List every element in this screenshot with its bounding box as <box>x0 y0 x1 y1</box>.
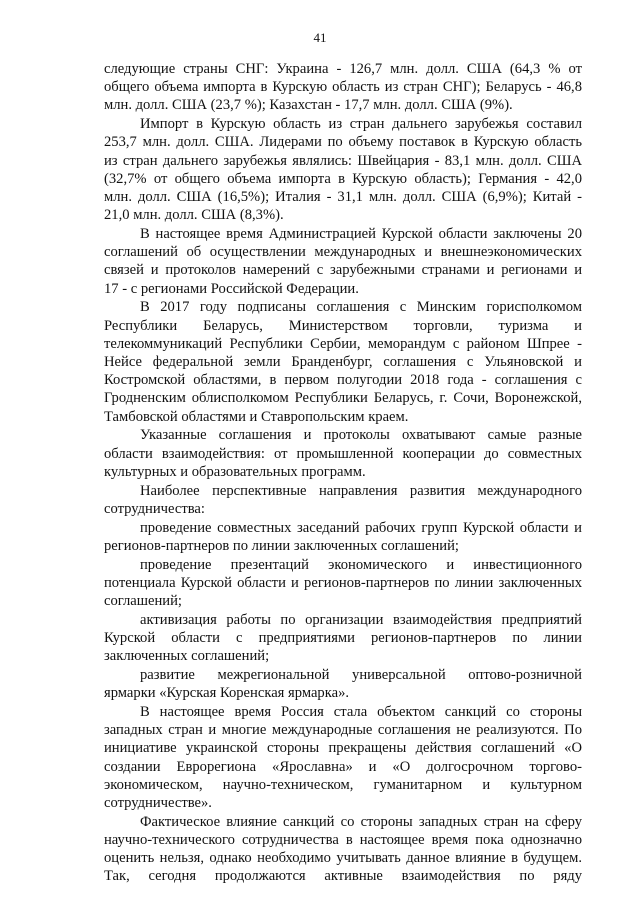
text-line: В 2017 году подписаны соглашения с Минским горисполкомом <box>140 299 582 316</box>
text-line: 17 - с регионами Российской Федерации. <box>104 280 359 297</box>
text-line: 253,7 млн. долл. США. Лидерами по объему поставок в Курскую область <box>104 134 582 151</box>
text-line: активизация работы по организации взаимодействия предприятий <box>140 611 582 628</box>
text-line: культурных и образовательных программ. <box>104 463 366 480</box>
text-line: из стран дальнего зарубежья являлись: Швейцария - 83,1 млн. долл. США <box>104 152 582 169</box>
text-line: западных стран и многие международные соглашения не реализуются. По <box>104 722 582 739</box>
text-line: Так, сегодня продолжаются активные взаимодействия по ряду <box>104 868 582 885</box>
text-line: сотрудничества: <box>104 500 205 517</box>
text-line: проведение презентаций экономического и инвестиционного <box>140 556 582 573</box>
paragraph-cooperation-areas <box>104 426 582 481</box>
paragraph-priority-directions <box>104 482 582 518</box>
text-line: (32,7% от общего объема импорта в Курскую область); Германия - 42,0 <box>104 170 582 187</box>
paragraph-import-cis <box>104 60 582 115</box>
text-line: В настоящее время Администрацией Курской области заключены 20 <box>140 226 582 243</box>
text-line: создании Еврорегиона «Ярославна» и «О долгосрочном торгово- <box>104 758 582 775</box>
text-line: общего объема импорта в Курскую область из стран СНГ); Беларусь - 46,8 <box>104 79 582 96</box>
text-line: Нейсе федеральной земли Бранденбург, соглашения с Ульяновской и <box>104 354 582 371</box>
text-line: соглашений; <box>104 593 182 610</box>
text-line: экономическом, научно-техническом, гуманитарном и культурном <box>104 776 582 793</box>
paragraph-import-far-abroad <box>104 115 582 224</box>
paragraph-sanctions <box>104 703 582 812</box>
page-number: 41 <box>313 30 327 45</box>
text-line: соглашений об осуществлении международных и внешнеэкономических <box>104 244 582 261</box>
text-line: Импорт в Курскую область из стран дальнего зарубежья составил <box>140 116 582 133</box>
text-line: оценить нельзя, однако необходимо учитывать данное влияние в будущем. <box>104 850 582 867</box>
text-line: ярмарки «Курская Коренская ярмарка». <box>104 685 350 702</box>
list-item-presentations <box>104 556 582 611</box>
text-line: В настоящее время Россия стала объектом санкций со стороны <box>140 704 582 721</box>
text-line: Гродненским облисполкомом Республики Беларусь, г. Сочи, Воронежской, <box>104 390 582 407</box>
text-line: Костромской областями, в первом полугодии 2018 года - соглашения с <box>104 372 582 389</box>
text-line: связей и протоколов намерений с зарубежными странами и регионами и <box>104 262 582 279</box>
text-line: сотрудничестве». <box>104 795 212 812</box>
text-line: телекоммуникаций Республики Сербии, меморандум с районом Шпрее - <box>104 335 582 352</box>
text-line: 21,0 млн. долл. США (8,3%). <box>104 207 284 224</box>
text-line: млн. долл. США (16,5%); Италия - 31,1 млн. долл. США (6,9%); Китай - <box>104 189 582 206</box>
text-line: Наиболее перспективные направления развития международного <box>140 482 582 499</box>
text-line: следующие страны СНГ: Украина - 126,7 млн. долл. США (64,3 % от <box>104 61 582 77</box>
text-line: Фактическое влияние санкций со стороны западных стран на сферу <box>140 813 582 830</box>
text-line: млн. долл. США (23,7 %); Казахстан - 17,7 млн. долл. США (9%). <box>104 97 513 114</box>
paragraph-sanctions-influence <box>104 813 582 886</box>
text-line: Курской области с предприятиями регионов-партнеров по линии <box>104 630 582 647</box>
paragraph-agreements-2017 <box>104 298 582 425</box>
text-line: заключенных соглашений; <box>104 648 270 665</box>
text-line: потенциала Курской области и регионов-партнеров по линии заключенных <box>104 574 582 591</box>
text-line: научно-технического сотрудничества в настоящее время пока однозначно <box>104 832 582 849</box>
paragraph-agreements-count <box>104 225 582 298</box>
list-item-enterprise-interaction <box>104 611 582 666</box>
text-line: проведение совместных заседаний рабочих групп Курской области и <box>140 519 582 536</box>
text-line: развитие межрегиональной универсальной оптово-розничной <box>140 667 582 684</box>
text-line: Республики Беларусь, Министерством торговли, туризма и <box>104 317 582 334</box>
text-line: области взаимодействия: от промышленной кооперации до совместных <box>104 445 582 462</box>
text-line: Указанные соглашения и протоколы охватывают самые разные <box>140 427 582 444</box>
text-line: инициативе украинской стороны прекращены действия соглашений «О <box>104 740 582 757</box>
list-item-fair <box>104 666 582 702</box>
text-line: Тамбовской областями и Ставропольским краем. <box>104 408 409 425</box>
document-body <box>104 60 582 886</box>
list-item-working-groups <box>104 519 582 555</box>
text-line: регионов-партнеров по линии заключенных соглашений; <box>104 537 459 554</box>
